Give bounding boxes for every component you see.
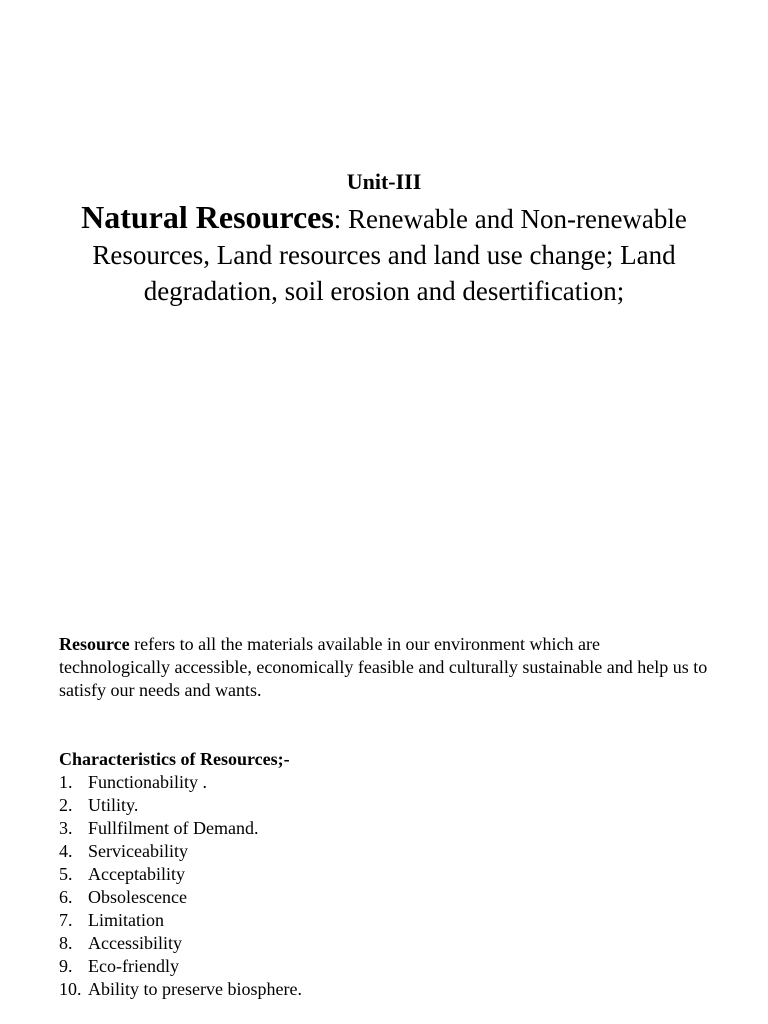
list-item-text: Acceptability: [88, 864, 185, 884]
list-item-text: Ability to preserve biosphere.: [88, 979, 302, 999]
characteristics-list: [59, 771, 302, 1001]
list-item-number: 10.: [59, 979, 82, 999]
list-item-text: Accessibility: [88, 933, 182, 953]
list-item-text: Eco-friendly: [88, 956, 179, 976]
list-item: [59, 863, 302, 886]
list-item: [59, 978, 302, 1001]
list-item: [59, 932, 302, 955]
list-item-number: 2.: [59, 795, 73, 815]
list-item-number: 3.: [59, 818, 73, 838]
list-item-number: 1.: [59, 772, 73, 792]
list-item: [59, 794, 302, 817]
characteristics-heading: Characteristics of Resources;-: [59, 749, 290, 769]
list-item-number: 7.: [59, 910, 73, 930]
list-item-number: 5.: [59, 864, 73, 884]
list-item-text: Fullfilment of Demand.: [88, 818, 259, 838]
list-item-number: 4.: [59, 841, 73, 861]
list-item: [59, 771, 302, 794]
unit-heading: Unit-III: [346, 169, 422, 194]
list-item-text: Limitation: [88, 910, 164, 930]
definition-term: Resource: [59, 634, 130, 654]
title-lead: Natural Resources: [81, 199, 334, 235]
list-item-number: 8.: [59, 933, 73, 953]
definition-text: refers to all the materials available in our environment which are technologically accessible, economically feasible and culturally sustainable and help us to satisfy our needs and wants.: [59, 634, 708, 700]
list-item: [59, 840, 302, 863]
list-item: [59, 817, 302, 840]
list-item-text: Obsolescence: [88, 887, 187, 907]
list-item: [59, 886, 302, 909]
page-title: [70, 199, 698, 309]
list-item-text: Utility.: [88, 795, 139, 815]
list-item: [59, 955, 302, 978]
list-item-text: Functionability .: [88, 772, 207, 792]
list-item-number: 6.: [59, 887, 73, 907]
title-rest: : Renewable and Non-renewable Resources, Land resources and land use change; Land degradation, soil erosion and desertification;: [92, 204, 687, 306]
list-item-number: 9.: [59, 956, 73, 976]
list-item: [59, 909, 302, 932]
list-item-text: Serviceability: [88, 841, 188, 861]
resource-definition: [59, 633, 709, 702]
